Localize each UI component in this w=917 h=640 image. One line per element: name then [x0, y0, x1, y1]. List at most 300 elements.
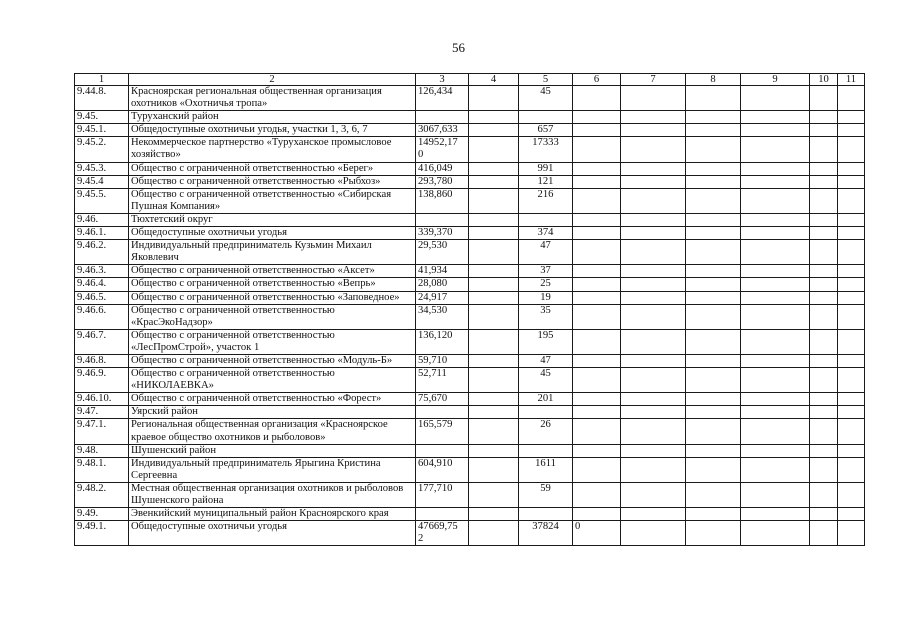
column-9-cell — [741, 240, 810, 265]
column-5-cell — [519, 213, 573, 226]
column-11-cell — [838, 406, 865, 419]
column-8-cell — [686, 482, 741, 507]
column-7-cell — [621, 419, 686, 444]
column-6-cell — [573, 304, 621, 329]
column-8-cell — [686, 175, 741, 188]
column-6-cell — [573, 111, 621, 124]
column-4-cell — [469, 240, 519, 265]
area-cell: 52,711 — [416, 368, 469, 393]
column-6-cell — [573, 368, 621, 393]
row-number-cell: 9.46. — [75, 213, 129, 226]
column-7-cell — [621, 354, 686, 367]
column-6-cell — [573, 137, 621, 162]
column-9-cell — [741, 188, 810, 213]
row-number-cell: 9.46.2. — [75, 240, 129, 265]
table-row — [75, 419, 865, 444]
table-row — [75, 508, 865, 521]
row-name-cell: Общество с ограниченной ответственностью «Сибирская Пушная Компания» — [129, 188, 416, 213]
column-11-cell — [838, 86, 865, 111]
column-11-cell — [838, 482, 865, 507]
table-row — [75, 227, 865, 240]
table-row — [75, 444, 865, 457]
area-cell: 138,860 — [416, 188, 469, 213]
column-5-cell: 216 — [519, 188, 573, 213]
column-6-cell — [573, 419, 621, 444]
row-number-cell: 9.49. — [75, 508, 129, 521]
column-10-cell — [810, 175, 838, 188]
column-7-cell — [621, 162, 686, 175]
column-6-cell — [573, 188, 621, 213]
row-name-cell: Уярский район — [129, 406, 416, 419]
page-number: 56 — [452, 40, 465, 55]
column-5-cell: 657 — [519, 124, 573, 137]
area-cell: 14952,17 0 — [416, 137, 469, 162]
column-11-cell — [838, 393, 865, 406]
column-9-cell — [741, 444, 810, 457]
column-8-cell — [686, 213, 741, 226]
row-name-cell: Общество с ограниченной ответственностью «Заповедное» — [129, 291, 416, 304]
column-6-cell — [573, 329, 621, 354]
area-cell: 41,934 — [416, 265, 469, 278]
column-10-cell — [810, 521, 838, 546]
column-8-cell — [686, 227, 741, 240]
column-10-cell — [810, 278, 838, 291]
row-number-cell: 9.48. — [75, 444, 129, 457]
column-4-cell — [469, 124, 519, 137]
column-5-cell: 1611 — [519, 457, 573, 482]
column-9-cell — [741, 304, 810, 329]
column-8-cell — [686, 508, 741, 521]
column-10-cell — [810, 419, 838, 444]
column-4-cell — [469, 406, 519, 419]
hunting-grounds-table — [74, 73, 865, 546]
row-name-cell: Общество с ограниченной ответственностью «КрасЭкоНадзор» — [129, 304, 416, 329]
column-11-cell — [838, 162, 865, 175]
column-header: 6 — [573, 74, 621, 86]
column-6-cell — [573, 213, 621, 226]
column-8-cell — [686, 304, 741, 329]
column-6-cell — [573, 482, 621, 507]
row-name-cell: Тюхтетский округ — [129, 213, 416, 226]
column-10-cell — [810, 86, 838, 111]
column-4-cell — [469, 278, 519, 291]
column-10-cell — [810, 162, 838, 175]
column-4-cell — [469, 304, 519, 329]
row-number-cell: 9.44.8. — [75, 86, 129, 111]
column-10-cell — [810, 227, 838, 240]
column-6-cell — [573, 162, 621, 175]
area-cell: 29,530 — [416, 240, 469, 265]
area-cell: 34,530 — [416, 304, 469, 329]
row-number-cell: 9.45. — [75, 111, 129, 124]
row-number-cell: 9.46.8. — [75, 354, 129, 367]
column-7-cell — [621, 329, 686, 354]
column-5-cell: 47 — [519, 354, 573, 367]
row-number-cell: 9.46.7. — [75, 329, 129, 354]
column-header: 9 — [741, 74, 810, 86]
row-name-cell: Индивидуальный предприниматель Ярыгина Кристина Сергеевна — [129, 457, 416, 482]
column-9-cell — [741, 111, 810, 124]
table-row — [75, 393, 865, 406]
column-8-cell — [686, 521, 741, 546]
column-8-cell — [686, 240, 741, 265]
column-6-cell — [573, 393, 621, 406]
column-6-cell — [573, 240, 621, 265]
row-name-cell: Общество с ограниченной ответственностью «Берег» — [129, 162, 416, 175]
row-number-cell: 9.46.5. — [75, 291, 129, 304]
column-6-cell — [573, 86, 621, 111]
column-9-cell — [741, 227, 810, 240]
row-number-cell: 9.47.1. — [75, 419, 129, 444]
column-4-cell — [469, 227, 519, 240]
column-5-cell: 26 — [519, 419, 573, 444]
column-4-cell — [469, 354, 519, 367]
column-4-cell — [469, 444, 519, 457]
column-10-cell — [810, 368, 838, 393]
column-header: 10 — [810, 74, 838, 86]
column-8-cell — [686, 329, 741, 354]
area-cell: 136,120 — [416, 329, 469, 354]
column-7-cell — [621, 175, 686, 188]
column-5-cell: 45 — [519, 86, 573, 111]
area-cell: 3067,633 — [416, 124, 469, 137]
column-11-cell — [838, 188, 865, 213]
column-8-cell — [686, 265, 741, 278]
column-4-cell — [469, 508, 519, 521]
column-8-cell — [686, 291, 741, 304]
column-4-cell — [469, 393, 519, 406]
column-11-cell — [838, 265, 865, 278]
column-5-cell — [519, 111, 573, 124]
area-cell: 416,049 — [416, 162, 469, 175]
column-header: 8 — [686, 74, 741, 86]
column-5-cell — [519, 444, 573, 457]
column-header: 11 — [838, 74, 865, 86]
column-4-cell — [469, 175, 519, 188]
area-cell: 165,579 — [416, 419, 469, 444]
column-8-cell — [686, 111, 741, 124]
row-number-cell: 9.46.10. — [75, 393, 129, 406]
row-name-cell: Шушенский район — [129, 444, 416, 457]
row-name-cell: Эвенкийский муниципальный район Красноярского края — [129, 508, 416, 521]
row-number-cell: 9.45.5. — [75, 188, 129, 213]
column-5-cell: 374 — [519, 227, 573, 240]
column-header: 5 — [519, 74, 573, 86]
column-6-cell — [573, 278, 621, 291]
table-body — [75, 86, 865, 546]
column-11-cell — [838, 457, 865, 482]
column-9-cell — [741, 457, 810, 482]
column-5-cell: 35 — [519, 304, 573, 329]
area-cell: 75,670 — [416, 393, 469, 406]
column-11-cell — [838, 444, 865, 457]
column-4-cell — [469, 457, 519, 482]
column-4-cell — [469, 291, 519, 304]
column-7-cell — [621, 482, 686, 507]
column-9-cell — [741, 278, 810, 291]
column-7-cell — [621, 304, 686, 329]
column-4-cell — [469, 213, 519, 226]
row-number-cell: 9.48.1. — [75, 457, 129, 482]
column-10-cell — [810, 329, 838, 354]
column-8-cell — [686, 137, 741, 162]
table-header-row — [75, 74, 865, 86]
column-7-cell — [621, 444, 686, 457]
column-4-cell — [469, 419, 519, 444]
row-name-cell: Общество с ограниченной ответственностью «Модуль-Б» — [129, 354, 416, 367]
column-10-cell — [810, 240, 838, 265]
row-number-cell: 9.46.4. — [75, 278, 129, 291]
area-cell: 293,780 — [416, 175, 469, 188]
row-number-cell: 9.48.2. — [75, 482, 129, 507]
row-name-cell: Туруханский район — [129, 111, 416, 124]
row-number-cell: 9.46.6. — [75, 304, 129, 329]
column-11-cell — [838, 278, 865, 291]
column-5-cell: 47 — [519, 240, 573, 265]
column-7-cell — [621, 291, 686, 304]
column-7-cell — [621, 111, 686, 124]
area-cell: 47669,75 2 — [416, 521, 469, 546]
column-11-cell — [838, 419, 865, 444]
column-11-cell — [838, 213, 865, 226]
column-header: 4 — [469, 74, 519, 86]
column-8-cell — [686, 86, 741, 111]
table-row — [75, 354, 865, 367]
table-row — [75, 124, 865, 137]
column-9-cell — [741, 482, 810, 507]
column-10-cell — [810, 393, 838, 406]
column-4-cell — [469, 137, 519, 162]
table-row — [75, 162, 865, 175]
table-row — [75, 137, 865, 162]
column-header: 2 — [129, 74, 416, 86]
table-row — [75, 240, 865, 265]
column-6-cell — [573, 227, 621, 240]
row-number-cell: 9.46.1. — [75, 227, 129, 240]
table-row — [75, 188, 865, 213]
row-name-cell: Общество с ограниченной ответственностью «НИКОЛАЕВКА» — [129, 368, 416, 393]
row-number-cell: 9.45.2. — [75, 137, 129, 162]
area-cell: 28,080 — [416, 278, 469, 291]
column-header: 1 — [75, 74, 129, 86]
column-9-cell — [741, 291, 810, 304]
row-name-cell: Общедоступные охотничьи угодья — [129, 227, 416, 240]
table-row — [75, 368, 865, 393]
column-9-cell — [741, 175, 810, 188]
column-10-cell — [810, 188, 838, 213]
column-5-cell: 121 — [519, 175, 573, 188]
table-row — [75, 521, 865, 546]
area-cell: 59,710 — [416, 354, 469, 367]
column-8-cell — [686, 162, 741, 175]
area-cell — [416, 508, 469, 521]
row-number-cell: 9.45.1. — [75, 124, 129, 137]
column-8-cell — [686, 368, 741, 393]
row-number-cell: 9.46.3. — [75, 265, 129, 278]
table-row — [75, 265, 865, 278]
table-row — [75, 329, 865, 354]
column-9-cell — [741, 354, 810, 367]
column-5-cell: 59 — [519, 482, 573, 507]
column-7-cell — [621, 213, 686, 226]
column-7-cell — [621, 457, 686, 482]
table-row — [75, 278, 865, 291]
column-11-cell — [838, 227, 865, 240]
row-name-cell: Красноярская региональная общественная организация охотников «Охотничья тропа» — [129, 86, 416, 111]
column-11-cell — [838, 521, 865, 546]
column-10-cell — [810, 508, 838, 521]
column-7-cell — [621, 240, 686, 265]
table-row — [75, 291, 865, 304]
column-9-cell — [741, 124, 810, 137]
column-5-cell: 37 — [519, 265, 573, 278]
row-number-cell: 9.45.4 — [75, 175, 129, 188]
column-5-cell: 45 — [519, 368, 573, 393]
column-5-cell — [519, 406, 573, 419]
area-cell — [416, 406, 469, 419]
row-name-cell: Региональная общественная организация «Красноярское краевое общество охотников и рыболовов» — [129, 419, 416, 444]
row-number-cell: 9.49.1. — [75, 521, 129, 546]
column-5-cell: 195 — [519, 329, 573, 354]
column-9-cell — [741, 213, 810, 226]
column-9-cell — [741, 265, 810, 278]
column-10-cell — [810, 457, 838, 482]
column-9-cell — [741, 406, 810, 419]
column-7-cell — [621, 137, 686, 162]
column-8-cell — [686, 278, 741, 291]
area-cell: 177,710 — [416, 482, 469, 507]
column-11-cell — [838, 240, 865, 265]
column-5-cell: 25 — [519, 278, 573, 291]
column-5-cell: 37824 — [519, 521, 573, 546]
row-name-cell: Некоммерческое партнерство «Туруханское промысловое хозяйство» — [129, 137, 416, 162]
row-name-cell: Индивидуальный предприниматель Кузьмин Михаил Яковлевич — [129, 240, 416, 265]
area-cell: 604,910 — [416, 457, 469, 482]
column-10-cell — [810, 444, 838, 457]
column-7-cell — [621, 406, 686, 419]
column-6-cell — [573, 265, 621, 278]
column-5-cell: 17333 — [519, 137, 573, 162]
column-8-cell — [686, 419, 741, 444]
table-row — [75, 457, 865, 482]
column-5-cell: 201 — [519, 393, 573, 406]
column-6-cell — [573, 406, 621, 419]
column-6-cell — [573, 444, 621, 457]
column-10-cell — [810, 406, 838, 419]
area-cell — [416, 213, 469, 226]
column-6-cell — [573, 124, 621, 137]
column-4-cell — [469, 162, 519, 175]
column-5-cell: 991 — [519, 162, 573, 175]
table-row — [75, 406, 865, 419]
column-8-cell — [686, 444, 741, 457]
column-10-cell — [810, 304, 838, 329]
column-8-cell — [686, 393, 741, 406]
column-6-cell — [573, 175, 621, 188]
column-11-cell — [838, 354, 865, 367]
row-name-cell: Общество с ограниченной ответственностью «Форест» — [129, 393, 416, 406]
column-9-cell — [741, 419, 810, 444]
column-6-cell — [573, 291, 621, 304]
column-4-cell — [469, 188, 519, 213]
area-cell — [416, 111, 469, 124]
row-name-cell: Общедоступные охотничьи угодья, участки 1, 3, 6, 7 — [129, 124, 416, 137]
column-8-cell — [686, 406, 741, 419]
column-7-cell — [621, 124, 686, 137]
column-header: 7 — [621, 74, 686, 86]
column-4-cell — [469, 111, 519, 124]
area-cell: 126,434 — [416, 86, 469, 111]
row-number-cell: 9.46.9. — [75, 368, 129, 393]
column-11-cell — [838, 137, 865, 162]
column-5-cell — [519, 508, 573, 521]
column-4-cell — [469, 482, 519, 507]
column-8-cell — [686, 188, 741, 213]
column-6-cell: 0 — [573, 521, 621, 546]
table-row — [75, 304, 865, 329]
table-row — [75, 482, 865, 507]
row-number-cell: 9.47. — [75, 406, 129, 419]
column-6-cell — [573, 457, 621, 482]
column-10-cell — [810, 137, 838, 162]
column-9-cell — [741, 137, 810, 162]
table-row — [75, 86, 865, 111]
row-name-cell: Местная общественная организация охотников и рыболовов Шушенского района — [129, 482, 416, 507]
column-9-cell — [741, 86, 810, 111]
column-11-cell — [838, 304, 865, 329]
area-cell: 24,917 — [416, 291, 469, 304]
column-8-cell — [686, 124, 741, 137]
column-9-cell — [741, 329, 810, 354]
column-8-cell — [686, 354, 741, 367]
row-name-cell: Общество с ограниченной ответственностью «Рыбхоз» — [129, 175, 416, 188]
column-7-cell — [621, 508, 686, 521]
area-cell — [416, 444, 469, 457]
column-7-cell — [621, 265, 686, 278]
column-6-cell — [573, 508, 621, 521]
row-name-cell: Общество с ограниченной ответственностью «ЛесПромСтрой», участок 1 — [129, 329, 416, 354]
column-11-cell — [838, 124, 865, 137]
column-4-cell — [469, 329, 519, 354]
column-4-cell — [469, 86, 519, 111]
row-name-cell: Общество с ограниченной ответственностью «Вепрь» — [129, 278, 416, 291]
column-10-cell — [810, 111, 838, 124]
column-7-cell — [621, 227, 686, 240]
column-9-cell — [741, 508, 810, 521]
column-header: 3 — [416, 74, 469, 86]
column-8-cell — [686, 457, 741, 482]
column-10-cell — [810, 482, 838, 507]
table-row — [75, 111, 865, 124]
column-9-cell — [741, 393, 810, 406]
row-number-cell: 9.45.3. — [75, 162, 129, 175]
column-7-cell — [621, 278, 686, 291]
row-name-cell: Общедоступные охотничьи угодья — [129, 521, 416, 546]
column-11-cell — [838, 111, 865, 124]
column-9-cell — [741, 162, 810, 175]
column-7-cell — [621, 86, 686, 111]
column-7-cell — [621, 368, 686, 393]
column-4-cell — [469, 265, 519, 278]
column-10-cell — [810, 354, 838, 367]
column-11-cell — [838, 368, 865, 393]
column-7-cell — [621, 188, 686, 213]
table-row — [75, 213, 865, 226]
area-cell: 339,370 — [416, 227, 469, 240]
column-4-cell — [469, 521, 519, 546]
row-name-cell: Общество с ограниченной ответственностью «Аксет» — [129, 265, 416, 278]
column-11-cell — [838, 175, 865, 188]
